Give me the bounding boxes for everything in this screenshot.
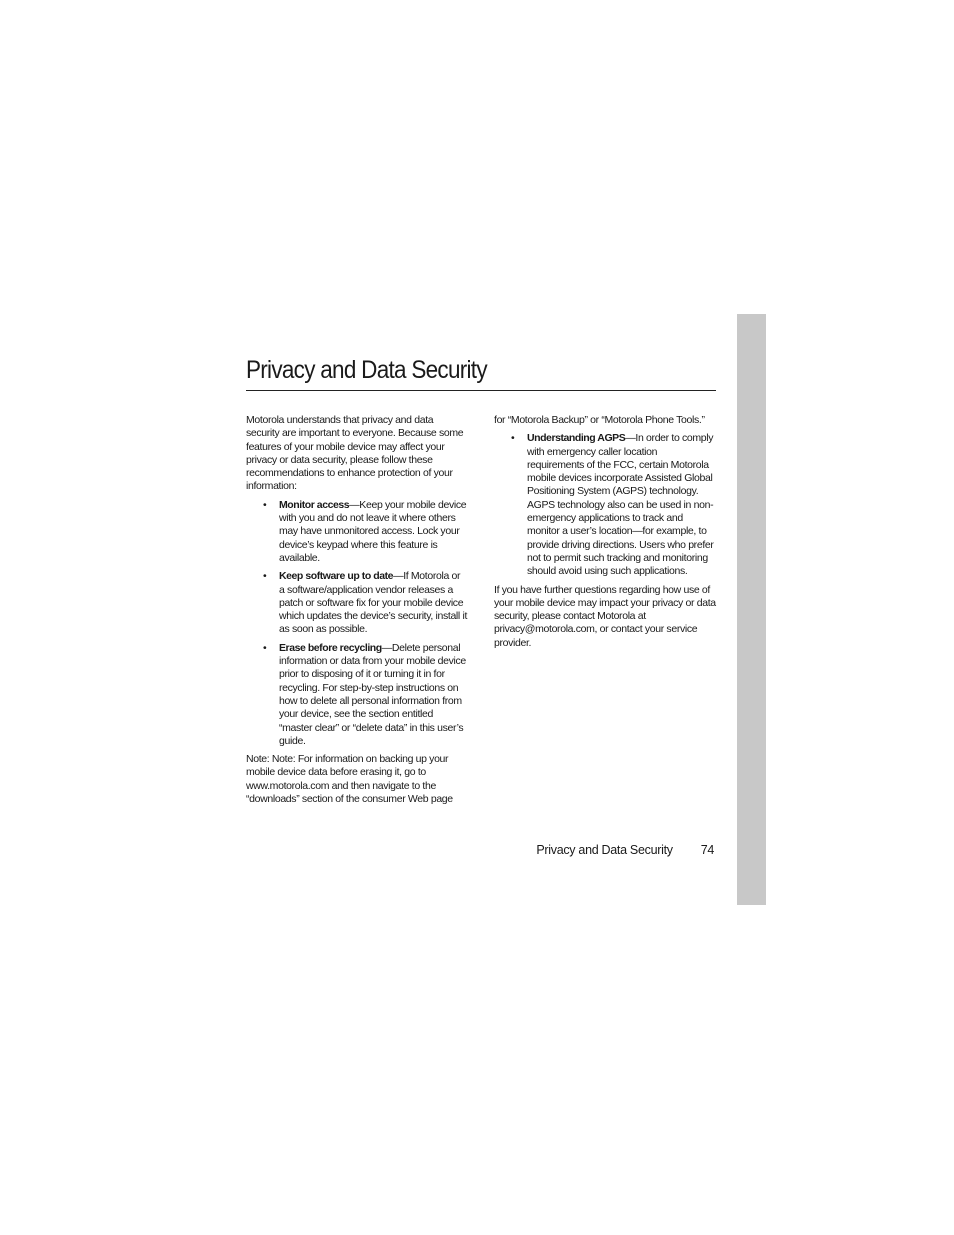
- note-label: Note:: [246, 753, 270, 766]
- note-text: Note: For information on backing up your mobile device data before erasing it, go to www.motorola.com and then navigate to the “downloads” section of the consumer Web page: [246, 753, 453, 806]
- list-item: [279, 570, 468, 636]
- note-paragraph: [246, 753, 468, 806]
- closing-paragraph: If you have further questions regarding how use of your mobile device may impact your privacy or data security, please contact Motorola at privacy@motorola.com, or contact your service provider.: [494, 583, 716, 649]
- bullet-term: Monitor access: [279, 498, 350, 511]
- page-title: Privacy and Data Security: [246, 356, 487, 384]
- note-continued: for “Motorola Backup” or “Motorola Phone Tools.”: [494, 414, 705, 426]
- bullet-term: Understanding AGPS: [527, 432, 626, 445]
- bullet-text: —Keep your mobile device with you and do not leave it where others may have unmonitored access. Lock your device’s keypad where this feature is available.: [279, 498, 467, 564]
- bullet-text: —Delete personal information or data from your mobile device prior to disposing of it or turning it in for recycling. For step-by-step instructions on how to delete all personal information from your device, see the section entitled “master clear” or “delete data” in this user’s guide.: [279, 641, 466, 747]
- intro-paragraph: Motorola understands that privacy and data security are important to everyone. Because some features of your mobile device may affect your privacy or data security, please follow these recommendations to enhance protection of your information:: [246, 414, 464, 493]
- recommendation-list: [246, 499, 468, 748]
- agps-list: [494, 432, 716, 578]
- bullet-term: Keep software up to date: [279, 570, 394, 583]
- section-tab: [737, 314, 766, 905]
- right-column: [494, 414, 716, 655]
- bullet-text: —If Motorola or a software/application vendor releases a patch or software fix for your mobile device which updates the device’s security, install it as soon as possible.: [279, 570, 468, 636]
- footer-section-title: Privacy and Data Security: [536, 843, 673, 857]
- title-rule: [246, 390, 716, 391]
- bullet-text: —In order to comply with emergency caller location requirements of the FCC, certain Motorola mobile devices incorporate Assisted Global Positioning System (AGPS) technology. AGPS technology also can be used in non-emergency applications to track and monitor a user’s location—for example, to provide driving directions. Users who prefer not to permit such tracking and monitoring should avoid using such applications.: [527, 432, 714, 578]
- bullet-term: Erase before recycling: [279, 641, 382, 654]
- page-number: 74: [700, 843, 714, 857]
- list-item: [527, 432, 716, 578]
- list-item: [279, 642, 468, 748]
- list-item: [279, 499, 468, 565]
- left-column: [246, 414, 468, 811]
- page-footer: [470, 843, 714, 857]
